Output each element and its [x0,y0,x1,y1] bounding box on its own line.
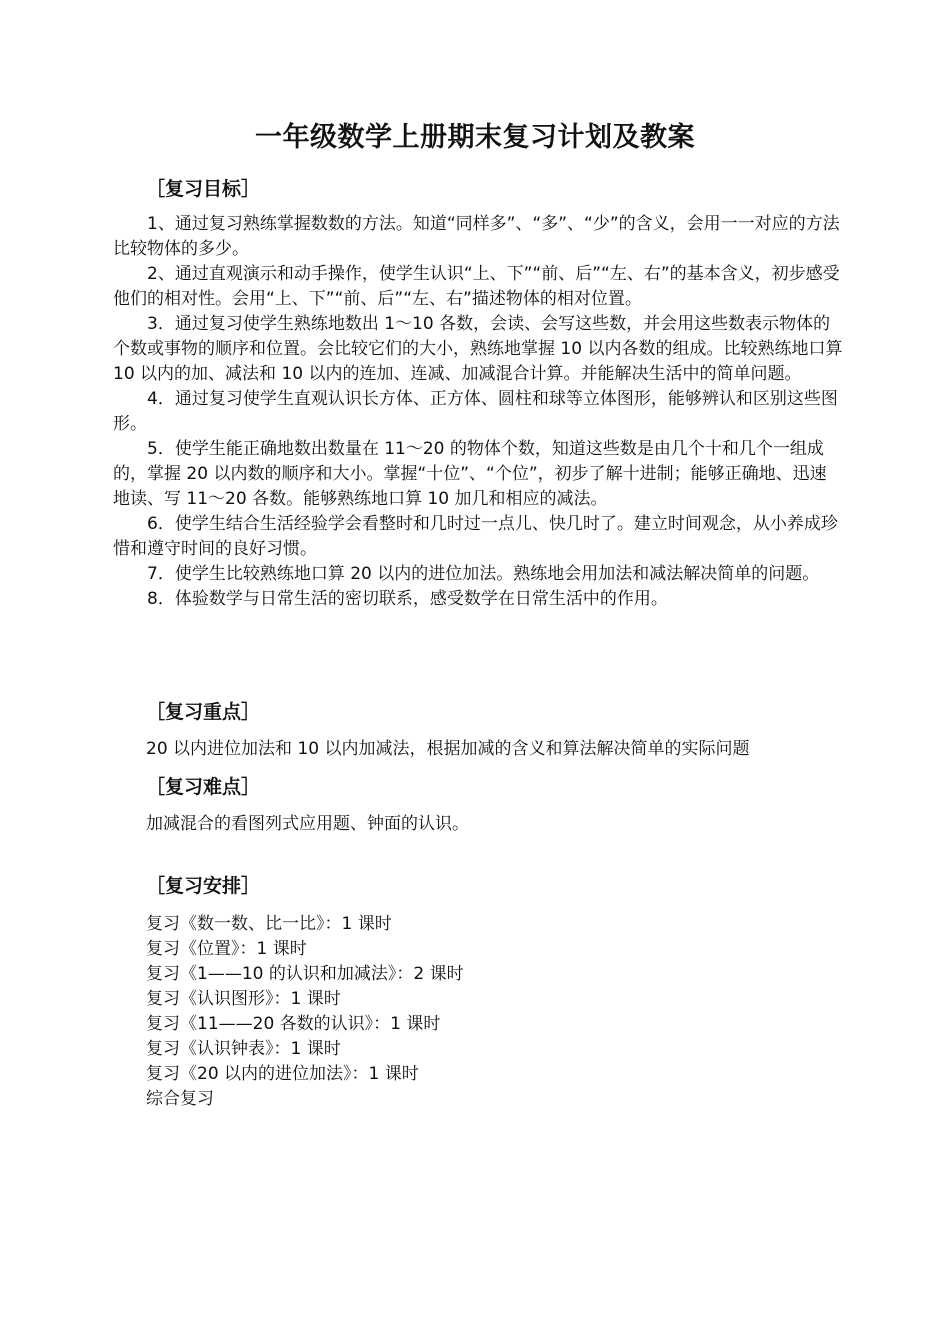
goal-item: 8．体验数学与日常生活的密切联系，感受数学在日常生活中的作用。 [147,589,668,609]
goal-item: 6．使学生结合生活经验学会看整时和几时过一点儿、快几时了。建立时间观念，从小养成珍惜和遵守时间的良好习惯。 [113,514,838,559]
goal-item: 5．使学生能正确地数出数量在 11～20 的物体个数，知道这些数是由几个十和几个一组成的，掌握 20 以内数的顺序和大小。掌握“十位”、“个位”，初步了解十进制；能够正确地、迅速地读、写 11～20 各数。能够熟练地口算 10 加几和相应的减法。 [113,439,827,509]
schedule-item: 复习《位置》：1 课时 [146,939,307,959]
schedule-item: 复习《1——10 的认识和加减法》：2 课时 [146,964,464,984]
page-title: 一年级数学上册期末复习计划及教案 [255,122,695,153]
goal-item: 2、通过直观演示和动手操作，使学生认识“上、下”“前、后”“左、右”的基本含义，初步感受他们的相对性。会用“上、下”“前、后”“左、右”描述物体的相对位置。 [113,264,840,309]
schedule-item: 复习《11——20 各数的认识》：1 课时 [146,1014,441,1034]
focus-text: 20 以内进位加法和 10 以内加减法，根据加减的含义和算法解决简单的实际问题 [146,739,750,759]
schedule-list [146,912,464,1112]
goal-item: 1、通过复习熟练掌握数数的方法。知道“同样多”、“多”、“少”的含义，会用一一对应的方法比较物体的多少。 [113,214,840,259]
goals-list [113,212,843,612]
focus-heading: ［复习重点］ [146,701,261,723]
goal-item: 3．通过复习使学生熟练地数出 1～10 各数，会读、会写这些数，并会用这些数表示物体的个数或事物的顺序和位置。会比较它们的大小，熟练地掌握 10 以内各数的组成。比较熟练地口算 10 以内的加、减法和 10 以内的连加、连减、加减混合计算。并能解决生活中的简单问题。 [113,314,843,384]
difficulty-heading: ［复习难点］ [146,776,261,798]
goals-heading: ［复习目标］ [146,178,261,200]
goal-item: 7．使学生比较熟练地口算 20 以内的进位加法。熟练地会用加法和减法解决简单的问题。 [147,564,820,584]
schedule-item: 复习《认识图形》：1 课时 [146,989,341,1009]
schedule-item: 复习《认识钟表》：1 课时 [146,1039,341,1059]
schedule-item: 复习《20 以内的进位加法》：1 课时 [146,1064,419,1084]
difficulty-text: 加减混合的看图列式应用题、钟面的认识。 [146,814,469,834]
schedule-heading: ［复习安排］ [146,875,261,897]
goal-item: 4．通过复习使学生直观认识长方体、正方体、圆柱和球等立体图形，能够辨认和区别这些图形。 [113,389,838,434]
schedule-item: 综合复习 [146,1089,214,1109]
schedule-item: 复习《数一数、比一比》：1 课时 [146,914,392,934]
